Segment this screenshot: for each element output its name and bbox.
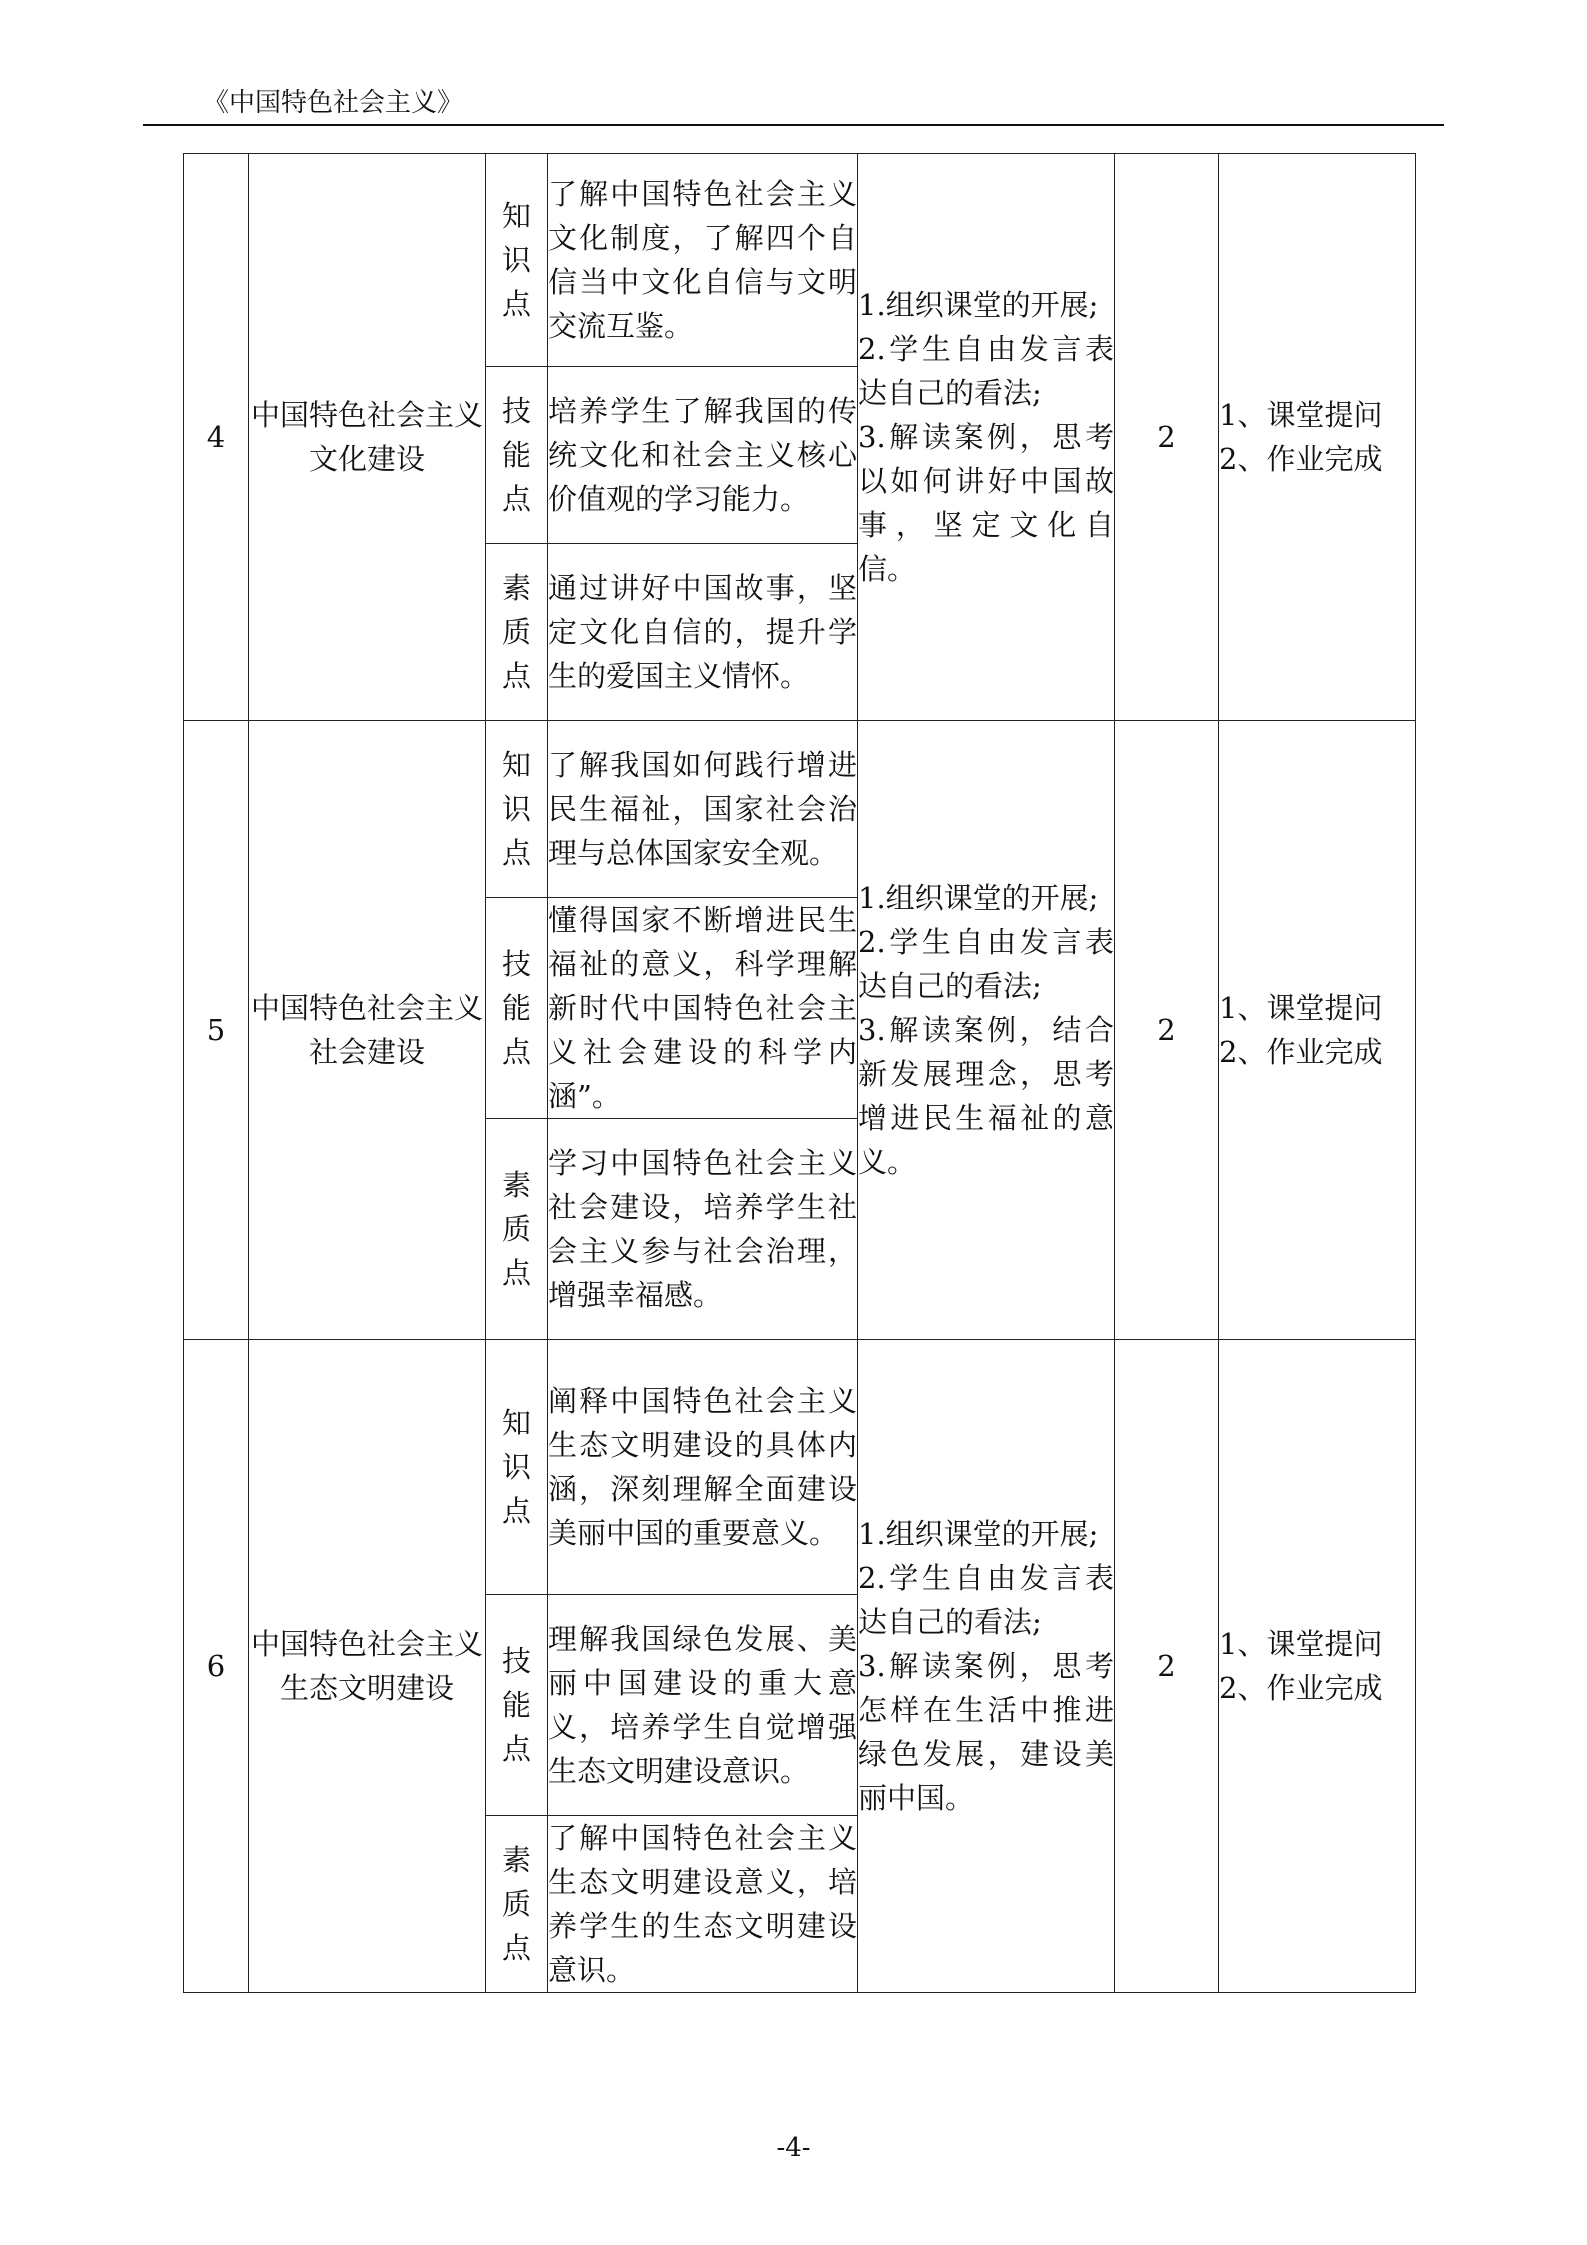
table-row bbox=[184, 721, 1416, 898]
teaching-method bbox=[858, 721, 1115, 1340]
skill-label-cell bbox=[486, 898, 548, 1119]
skill-text: 懂得国家不断增进民生福祉的意义，科学理解新时代中国特色社会主义社会建设的科学内涵”。 bbox=[548, 898, 858, 1119]
assessment bbox=[1219, 721, 1416, 1340]
table-row bbox=[184, 1340, 1416, 1595]
skill-label: 技能点 bbox=[502, 394, 532, 516]
assessment-text: 1、课堂提问 2、作业完成 bbox=[1219, 1627, 1383, 1705]
row-number: 6 bbox=[184, 1340, 249, 1993]
method-text: 1.组织课堂的开展; 2.学生自由发言表达自己的看法; 3.解读案例，思考以如何讲好中国故事，坚定文化自信。 bbox=[858, 288, 1114, 586]
skill-text: 理解我国绿色发展、美丽中国建设的重大意义，培养学生自觉增强生态文明建设意识。 bbox=[548, 1595, 858, 1816]
teaching-method bbox=[858, 1340, 1115, 1993]
assessment bbox=[1219, 1340, 1416, 1993]
quality-text: 通过讲好中国故事，坚定文化自信的，提升学生的爱国主义情怀。 bbox=[548, 544, 858, 721]
quality-text: 了解中国特色社会主义生态文明建设意义，培养学生的生态文明建设意识。 bbox=[548, 1816, 858, 1993]
knowledge-label-cell bbox=[486, 154, 548, 367]
knowledge-text: 阐释中国特色社会主义生态文明建设的具体内涵，深刻理解全面建设美丽中国的重要意义。 bbox=[548, 1340, 858, 1595]
page-header bbox=[143, 86, 1444, 126]
class-hours: 2 bbox=[1115, 721, 1219, 1340]
knowledge-label: 知识点 bbox=[502, 1406, 532, 1528]
quality-label: 素质点 bbox=[502, 571, 532, 693]
class-hours: 2 bbox=[1115, 1340, 1219, 1993]
quality-label: 素质点 bbox=[502, 1168, 532, 1290]
quality-text: 学习中国特色社会主义社会建设，培养学生社会主义参与社会治理，增强幸福感。 bbox=[548, 1119, 858, 1340]
method-text: 1.组织课堂的开展; 2.学生自由发言表达自己的看法; 3.解读案例，思考怎样在生活中推进绿色发展，建设美丽中国。 bbox=[858, 1517, 1114, 1815]
unit-title: 中国特色社会主义文化建设 bbox=[249, 154, 486, 721]
skill-label-cell bbox=[486, 1595, 548, 1816]
skill-label: 技能点 bbox=[502, 947, 532, 1069]
quality-label-cell bbox=[486, 544, 548, 721]
quality-label-cell bbox=[486, 1119, 548, 1340]
skill-label: 技能点 bbox=[502, 1644, 532, 1766]
knowledge-label: 知识点 bbox=[502, 748, 532, 870]
table-row bbox=[184, 154, 1416, 367]
unit-title: 中国特色社会主义生态文明建设 bbox=[249, 1340, 486, 1993]
assessment-text: 1、课堂提问 2、作业完成 bbox=[1219, 991, 1383, 1069]
teaching-method bbox=[858, 154, 1115, 721]
page-number: -4- bbox=[776, 2133, 811, 2163]
skill-text: 培养学生了解我国的传统文化和社会主义核心价值观的学习能力。 bbox=[548, 367, 858, 544]
knowledge-text: 了解中国特色社会主义文化制度，了解四个自信当中文化自信与文明交流互鉴。 bbox=[548, 154, 858, 367]
assessment-text: 1、课堂提问 2、作业完成 bbox=[1219, 398, 1383, 476]
knowledge-label-cell bbox=[486, 721, 548, 898]
assessment bbox=[1219, 154, 1416, 721]
document-title: 《中国特色社会主义》 bbox=[203, 88, 464, 118]
knowledge-label-cell bbox=[486, 1340, 548, 1595]
teaching-plan-table bbox=[183, 153, 1416, 1993]
quality-label: 素质点 bbox=[502, 1843, 532, 1965]
skill-label-cell bbox=[486, 367, 548, 544]
knowledge-label: 知识点 bbox=[502, 199, 532, 321]
row-number: 4 bbox=[184, 154, 249, 721]
row-number: 5 bbox=[184, 721, 249, 1340]
unit-title: 中国特色社会主义社会建设 bbox=[249, 721, 486, 1340]
method-text: 1.组织课堂的开展; 2.学生自由发言表达自己的看法; 3.解读案例，结合新发展理念，思考增进民生福祉的意义。 bbox=[858, 881, 1114, 1179]
knowledge-text: 了解我国如何践行增进民生福祉，国家社会治理与总体国家安全观。 bbox=[548, 721, 858, 898]
quality-label-cell bbox=[486, 1816, 548, 1993]
class-hours: 2 bbox=[1115, 154, 1219, 721]
